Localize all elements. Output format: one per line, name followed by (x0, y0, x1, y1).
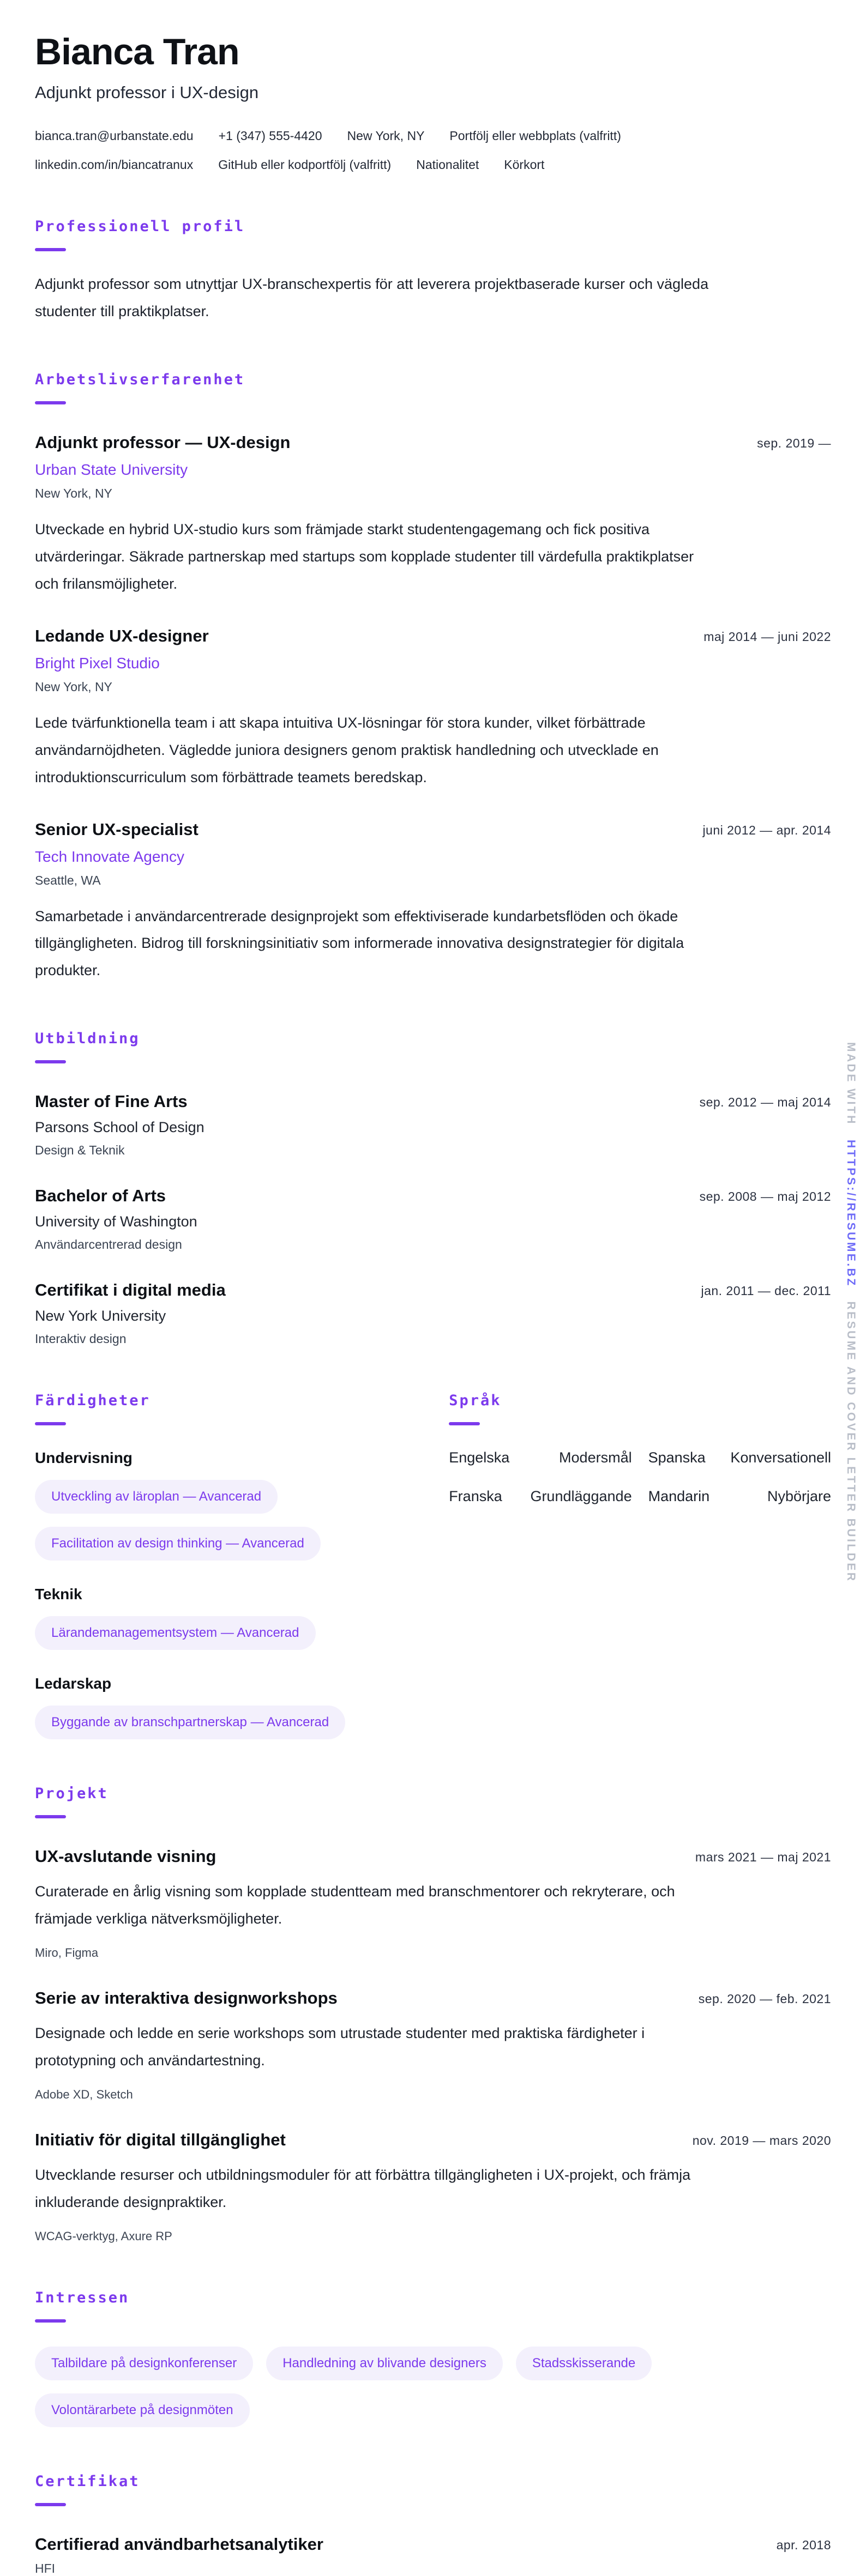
skill-pill: Facilitation av design thinking — Avancerad (35, 1527, 321, 1561)
project-entry (35, 2130, 831, 2244)
job-entry (35, 626, 831, 791)
linkedin-link[interactable]: linkedin.com/in/biancatranux (35, 158, 194, 172)
job-dates: maj 2014 — juni 2022 (703, 629, 831, 644)
project-description: Utvecklande resurser och utbildningsmoduler för att förbättra tillgängligheten i UX-projekt, och främja inkluderande designpraktiker. (35, 2167, 691, 2210)
degree-title: Certifikat i digital media (35, 1280, 226, 1300)
job-description: Samarbetade i användarcentrerade designprojekt som effektiviserade kundarbetsflöden och ökade tillgängligheten. Bidrog till forskningsinitiativ som informerade innovativa designstrategier för digitala produkter. (35, 908, 684, 979)
project-description: Designade och ledde en serie workshops som utrustade studenter med praktiska färdigheter i prototypning och användartestning. (35, 2025, 645, 2069)
language-name: Engelska (449, 1449, 510, 1466)
email-link[interactable]: bianca.tran@urbanstate.edu (35, 129, 194, 143)
skill-pill: Utveckling av läroplan — Avancerad (35, 1480, 278, 1514)
language-level: Grundläggande (530, 1488, 632, 1505)
section-heading: Språk (449, 1392, 502, 1410)
section-heading: Certifikat (35, 2472, 140, 2490)
job-entry (35, 820, 831, 985)
section-skills-languages (35, 1392, 831, 1739)
watermark (844, 1042, 857, 1583)
project-tools: WCAG-verktyg, Axure RP (35, 2229, 172, 2243)
certificate-entry (35, 2535, 831, 2576)
section-heading: Arbetslivserfarenhet (35, 371, 245, 388)
skill-category: Teknik (35, 1586, 82, 1603)
section-heading: Projekt (35, 1785, 109, 1803)
skill-pill: Byggande av branschpartnerskap — Avancerad (35, 1706, 345, 1739)
field-of-study: Användarcentrerad design (35, 1237, 182, 1252)
person-name: Bianca Tran (35, 31, 239, 72)
field-of-study: Design & Teknik (35, 1143, 125, 1158)
job-description: Lede tvärfunktionella team i att skapa intuitiva UX-lösningar för stora kunder, vilket förbättrade användarnöjdheten. Vägledde juniora designers genom praktisk handledning och utvecklade en introduktionscurriculum som förbättrade teamets beredskap. (35, 714, 659, 785)
watermark-made-with: MADE WITH (845, 1042, 857, 1126)
license-text: Körkort (504, 158, 545, 172)
project-entry (35, 1847, 831, 1960)
nationality-text: Nationalitet (416, 158, 479, 172)
company-link[interactable]: Urban State University (35, 461, 188, 478)
language-name: Spanska (648, 1449, 706, 1466)
job-dates: sep. 2019 — (757, 436, 831, 450)
section-underline (35, 248, 66, 251)
section-underline (35, 1060, 66, 1063)
language-level: Nybörjare (767, 1488, 831, 1505)
project-title: UX-avslutande visning (35, 1847, 216, 1866)
company-link[interactable]: Bright Pixel Studio (35, 654, 160, 672)
section-underline (35, 2319, 66, 2323)
certificate-date: apr. 2018 (776, 2537, 831, 2552)
skill-category: Ledarskap (35, 1675, 112, 1692)
education-dates: sep. 2012 — maj 2014 (699, 1095, 831, 1110)
project-title: Serie av interaktiva designworkshops (35, 1988, 338, 2008)
education-entry (35, 1092, 831, 1158)
job-location: New York, NY (35, 486, 112, 500)
education-entry (35, 1186, 831, 1252)
interest-pill: Talbildare på designkonferenser (35, 2347, 253, 2380)
project-tools: Miro, Figma (35, 1946, 99, 1960)
school-name: Parsons School of Design (35, 1119, 205, 1136)
languages-column (449, 1392, 831, 1739)
section-heading: Intressen (35, 2289, 130, 2306)
interest-pill: Stadsskisserande (516, 2347, 652, 2380)
section-projects (35, 1785, 831, 2244)
skills-column (35, 1392, 449, 1739)
contact-row-1 (35, 129, 831, 143)
contact-row-2 (35, 158, 831, 172)
section-certificates (35, 2473, 831, 2576)
phone-link[interactable]: +1 (347) 555-4420 (218, 129, 322, 143)
project-title: Initiativ för digital tillgänglighet (35, 2130, 286, 2150)
section-underline (449, 1422, 480, 1425)
section-underline (35, 1815, 66, 1818)
school-name: University of Washington (35, 1213, 197, 1230)
certificate-title: Certifierad användbarhetsanalytiker (35, 2534, 323, 2554)
language-name: Mandarin (648, 1488, 710, 1505)
school-name: New York University (35, 1308, 166, 1325)
language-item (648, 1449, 831, 1466)
certificate-issuer: HFI (35, 2561, 56, 2575)
watermark-tagline: RESUME AND COVER LETTER BUILDER (845, 1301, 857, 1583)
skill-pill: Lärandemanagementsystem — Avancerad (35, 1616, 316, 1650)
interest-pill: Handledning av blivande designers (266, 2347, 503, 2380)
portfolio-link[interactable]: Portfölj eller webbplats (valfritt) (449, 129, 621, 143)
location-text: New York, NY (347, 129, 425, 143)
github-link[interactable]: GitHub eller kodportfölj (valfritt) (218, 158, 392, 172)
section-heading: Färdigheter (35, 1392, 151, 1410)
language-item (449, 1488, 632, 1505)
skill-category: Undervisning (35, 1449, 133, 1467)
job-entry (35, 433, 831, 598)
section-experience (35, 371, 831, 984)
section-underline (35, 2503, 66, 2506)
degree-title: Bachelor of Arts (35, 1186, 166, 1206)
section-education (35, 1030, 831, 1346)
education-dates: jan. 2011 — dec. 2011 (701, 1284, 831, 1298)
job-title: Ledande UX-designer (35, 626, 209, 645)
field-of-study: Interaktiv design (35, 1332, 127, 1346)
section-profile (35, 218, 831, 325)
project-dates: mars 2021 — maj 2021 (695, 1850, 831, 1865)
interest-pill: Volontärarbete på designmöten (35, 2393, 250, 2427)
section-heading: Professionell profil (35, 218, 245, 235)
job-title: Adjunkt professor — UX-design (35, 432, 291, 452)
education-dates: sep. 2008 — maj 2012 (699, 1189, 831, 1204)
project-tools: Adobe XD, Sketch (35, 2088, 133, 2102)
language-item (648, 1488, 831, 1505)
language-name: Franska (449, 1488, 502, 1505)
section-underline (35, 401, 66, 404)
company-link[interactable]: Tech Innovate Agency (35, 848, 184, 865)
language-level: Konversationell (730, 1449, 831, 1466)
language-item (449, 1449, 632, 1466)
language-level: Modersmål (559, 1449, 632, 1466)
person-title: Adjunkt professor i UX-design (35, 83, 259, 102)
project-entry (35, 1988, 831, 2102)
project-description: Curaterade en årlig visning som kopplade studentteam med branschmentorer och rekryterare, och främjade verkliga nätverksmöjligheter. (35, 1883, 675, 1927)
education-entry (35, 1280, 831, 1346)
job-description: Utveckade en hybrid UX-studio kurs som främjade starkt studentengagemang och fick positiva utvärderingar. Säkrade partnerskap med startups som kopplade studenter till värdefulla praktikplatser och frilansmöjligheter. (35, 521, 694, 592)
profile-text: Adjunkt professor som utnyttjar UX-branschexpertis för att leverera projektbaserade kurser och vägleda studenter till praktikplatser. (35, 276, 709, 319)
section-heading: Utbildning (35, 1030, 140, 1048)
job-location: New York, NY (35, 679, 112, 694)
project-dates: nov. 2019 — mars 2020 (692, 2133, 831, 2148)
section-underline (35, 1422, 66, 1425)
job-title: Senior UX-specialist (35, 819, 199, 839)
section-interests (35, 2289, 831, 2427)
job-location: Seattle, WA (35, 873, 101, 887)
project-dates: sep. 2020 — feb. 2021 (698, 1992, 831, 2006)
resume-header (35, 31, 831, 172)
degree-title: Master of Fine Arts (35, 1092, 188, 1111)
watermark-url-link[interactable]: HTTPS://RESUME.BZ (845, 1139, 857, 1287)
job-dates: juni 2012 — apr. 2014 (702, 823, 831, 837)
